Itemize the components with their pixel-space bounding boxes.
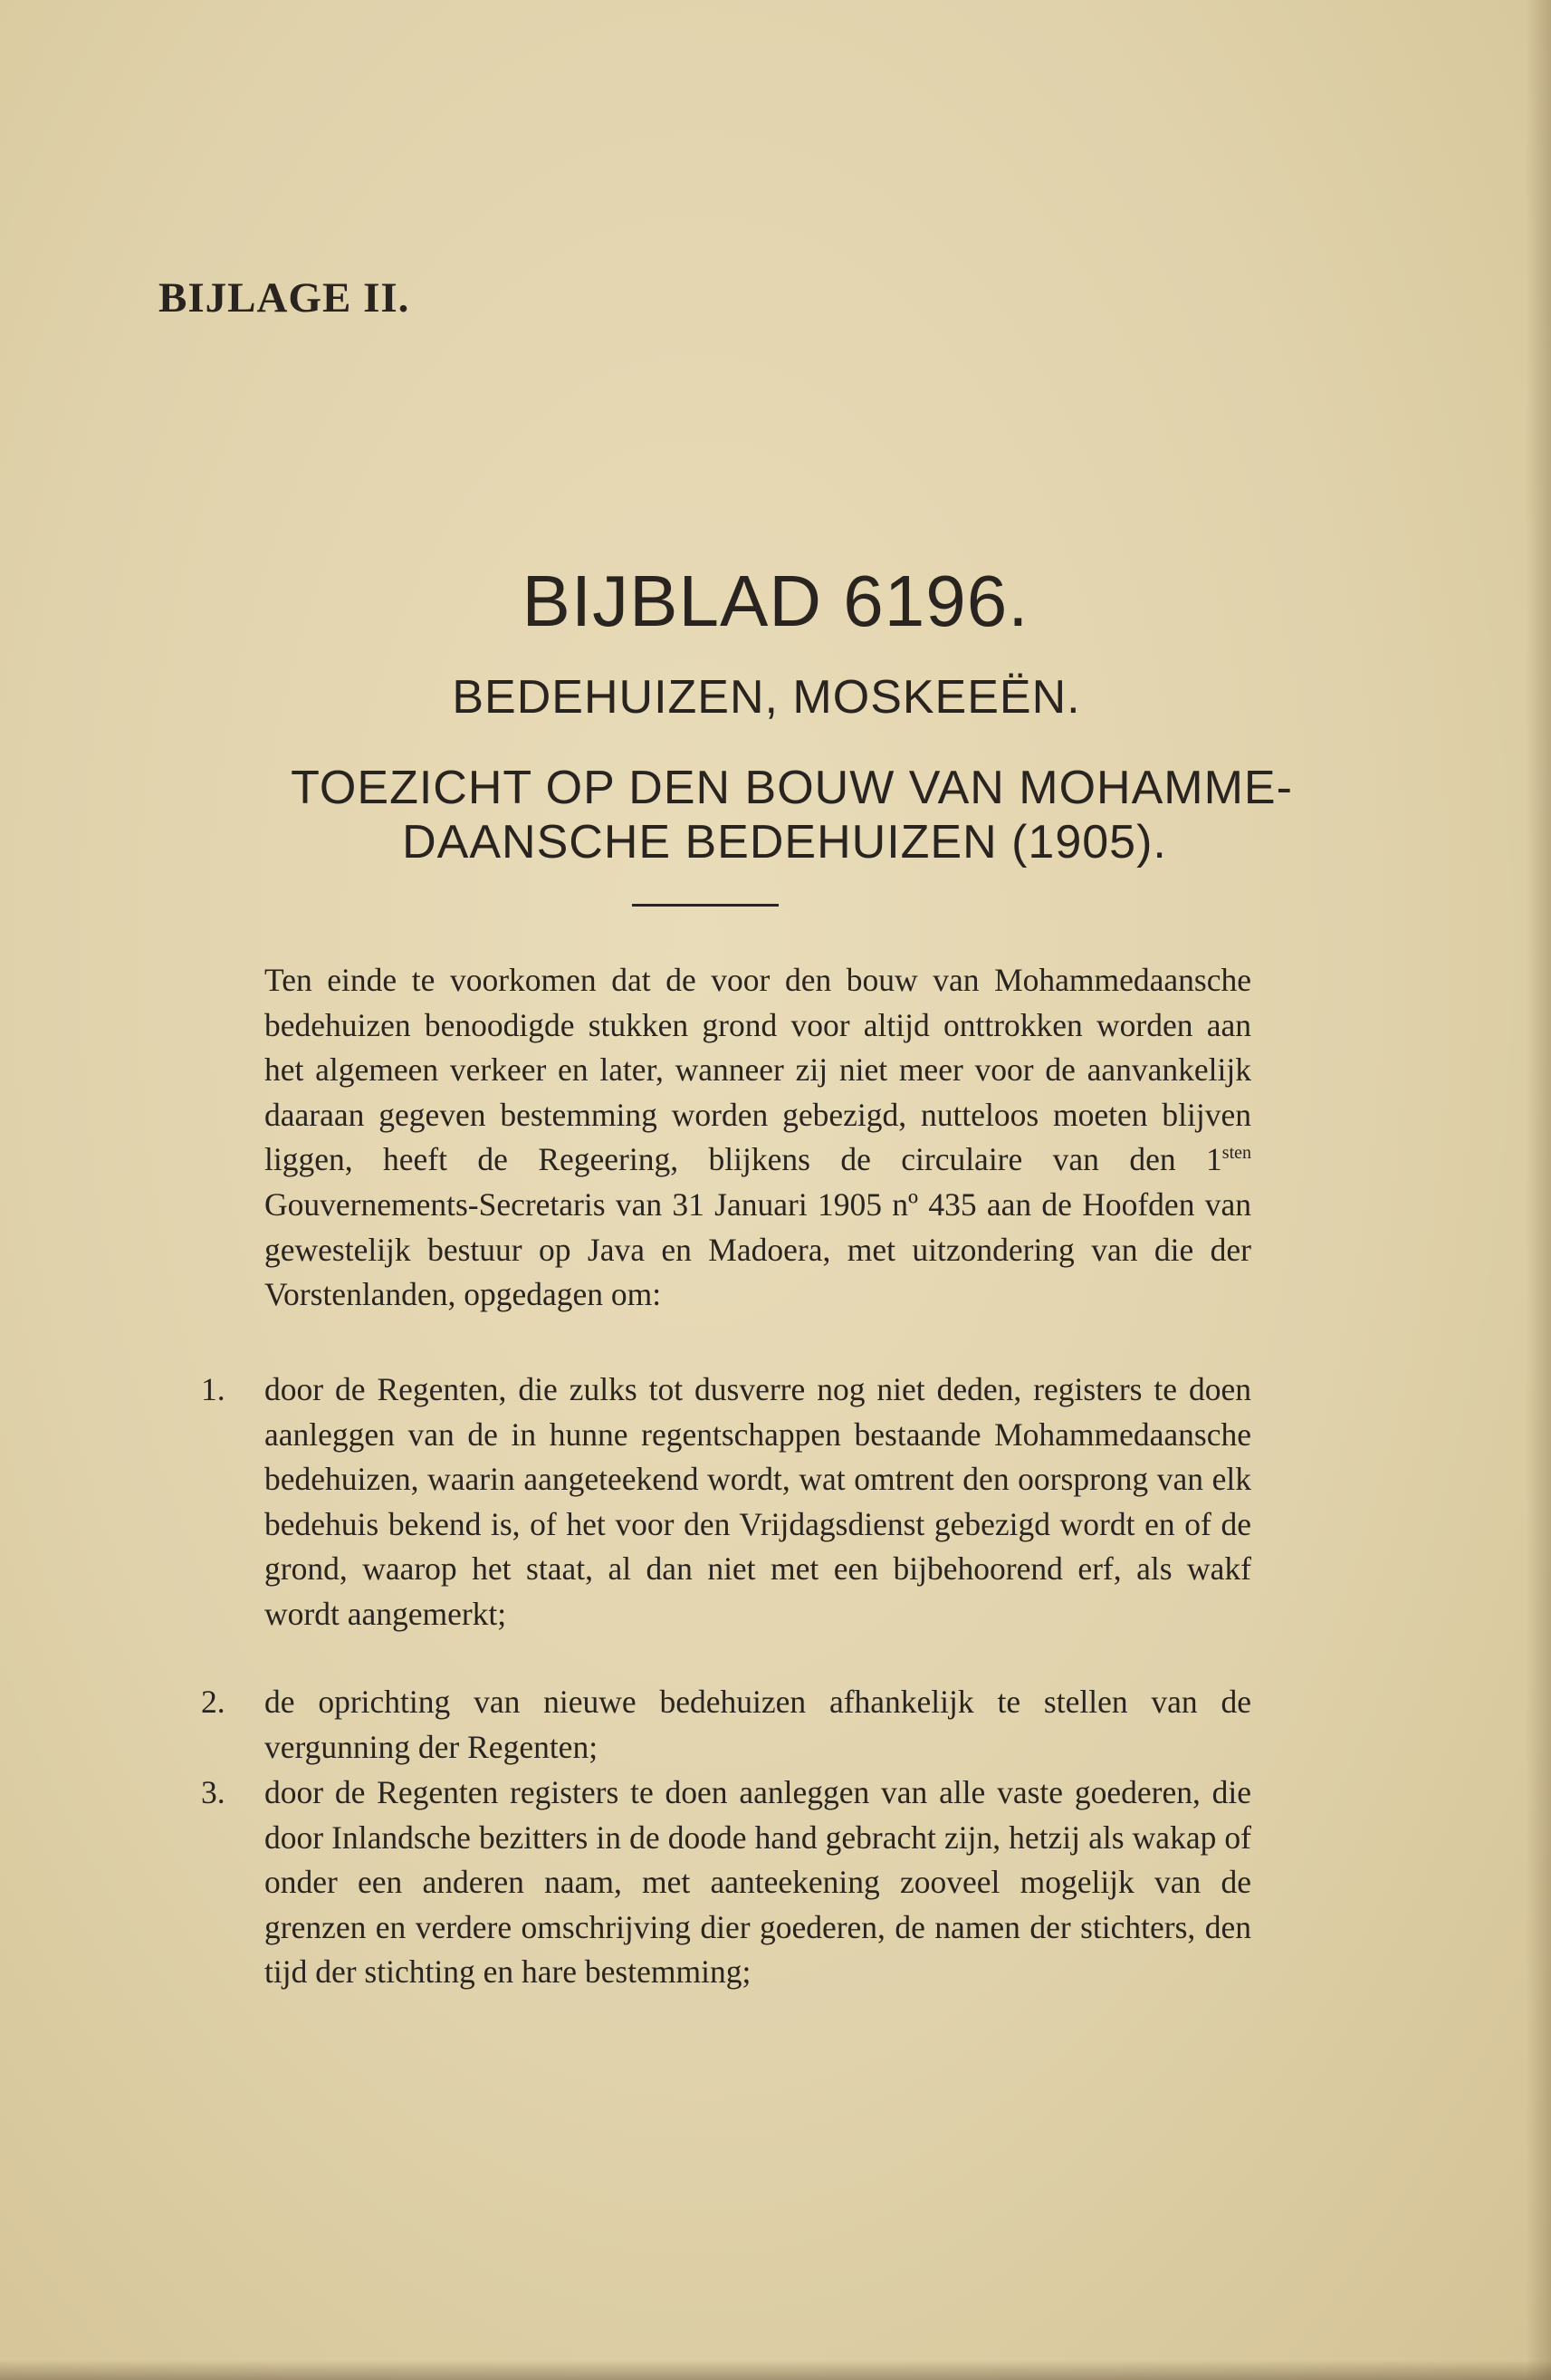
page-title: BIJBLAD 6196. bbox=[522, 561, 1029, 641]
appendix-label: BIJLAGE II. bbox=[158, 274, 410, 321]
title-line-1: TOEZICHT OP DEN BOUW VAN MOHAMME- bbox=[291, 762, 1293, 814]
list-item-number: 1. bbox=[201, 1371, 225, 1407]
page-bottom-edge bbox=[0, 2360, 1551, 2380]
intro-text-end: Gouvernements-Secretaris van 31 Januari 1905 nº 435 aan de Hoofden van gewestelijk bestuur op Java en Madoera, met uitzondering van die der Vorstenlanden, opgedagen om: bbox=[264, 1185, 1251, 1313]
divider bbox=[632, 904, 779, 907]
list-item-text: de oprichting van nieuwe bedehuizen afhankelijk te stellen van de vergunning der Regenten; bbox=[264, 1684, 1251, 1765]
title-line-2: DAANSCHE BEDEHUIZEN (1905). bbox=[402, 816, 1167, 869]
subtitle: BEDEHUIZEN, MOSKEEËN. bbox=[452, 671, 1081, 724]
intro-text-start: Ten einde te voorkomen dat de voor den bouw van Mohammedaansche bedehuizen benoodigde stukken grond voor altijd onttrokken worden aan het algemeen verkeer en later, wanneer zij niet meer voor de aanvankelijk daaraan gegeven bestemming worden gebezigd, nutteloos moeten blijven liggen, heeft de Regeering, blijkens de circulaire van den 1 bbox=[264, 962, 1251, 1178]
intro-superscript: sten bbox=[1221, 1143, 1251, 1164]
list-item-number: 3. bbox=[201, 1774, 225, 1810]
intro-paragraph bbox=[264, 958, 1251, 1318]
list-item-text: door de Regenten, die zulks tot dusverre nog niet deden, registers te doen aanleggen van de in hunne regentschappen bestaande Mohammedaansche bedehuizen, waarin aangeteekend wordt, wat omtrent den oorsprong van elk bedehuis bekend is, of het voor den Vrijdagsdienst gebezigd wordt en of de grond, waarop het staat, al dan niet met een bijbehoorend erf, als wakf wordt aangemerkt; bbox=[264, 1371, 1251, 1632]
list-item-text: door de Regenten registers te doen aanleggen van alle vaste goederen, die door Inlandsche bezitters in de doode hand gebracht zijn, hetzij als wakap of onder een anderen naam, met aanteekening zooveel mogelijk van de grenzen en verdere omschrijving dier goederen, de namen der stichters, den tijd der stichting en hare bestemming; bbox=[264, 1774, 1251, 1991]
list-item-number: 2. bbox=[201, 1684, 225, 1720]
